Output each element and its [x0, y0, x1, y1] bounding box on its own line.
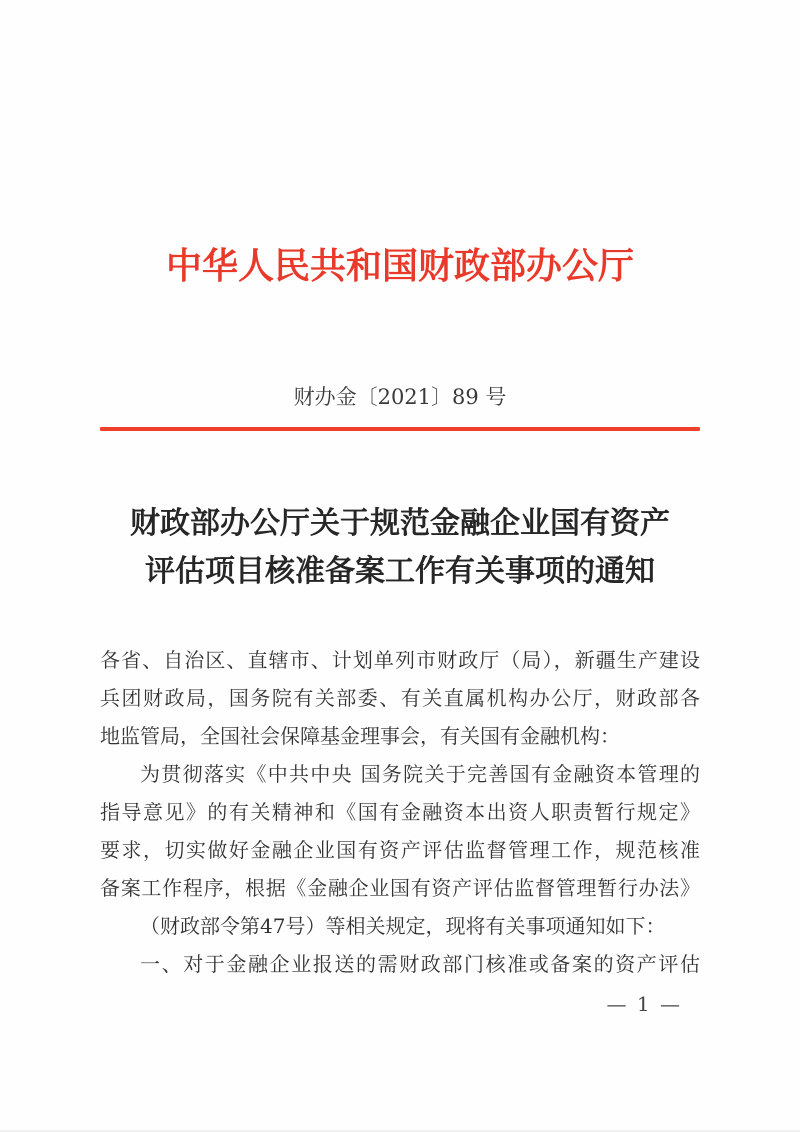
document-body: [100, 641, 700, 983]
body-line: 指导意见》的有关精神和《国有金融资本出资人职责暂行规定》: [100, 800, 700, 824]
document-title: [100, 500, 700, 596]
body-line: 要求，切实做好金融企业国有资产评估监督管理工作，规范核准: [100, 838, 700, 862]
body-line: 各省、自治区、直辖市、计划单列市财政厅（局），新疆生产建设: [100, 648, 700, 672]
red-divider-rule: [100, 427, 700, 431]
body-line: 为贯彻落实《中共中央 国务院关于完善国有金融资本管理的: [140, 762, 700, 786]
body-line: 一、对于金融企业报送的需财政部门核准或备案的资产评估: [140, 952, 700, 976]
body-line: 备案工作程序，根据《金融企业国有资产评估监督管理暂行办法》: [100, 876, 700, 900]
body-line: 兵团财政局，国务院有关部委、有关直属机构办公厅，财政部各: [100, 686, 700, 710]
body-line: （财政部令第47号）等相关规定，现将有关事项通知如下：: [140, 914, 666, 938]
doc-number: 财办金〔2021〕89 号: [293, 385, 507, 409]
document-title-line2: 评估项目核准备案工作有关事项的通知: [145, 554, 655, 589]
document-title-line1: 财政部办公厅关于规范金融企业国有资产: [130, 506, 670, 541]
org-header-title: 中华人民共和国财政部办公厅: [165, 245, 634, 287]
body-line: 地监管局，全国社会保障基金理事会，有关国有金融机构：: [100, 724, 620, 748]
page-number: — 1 —: [606, 992, 682, 1016]
